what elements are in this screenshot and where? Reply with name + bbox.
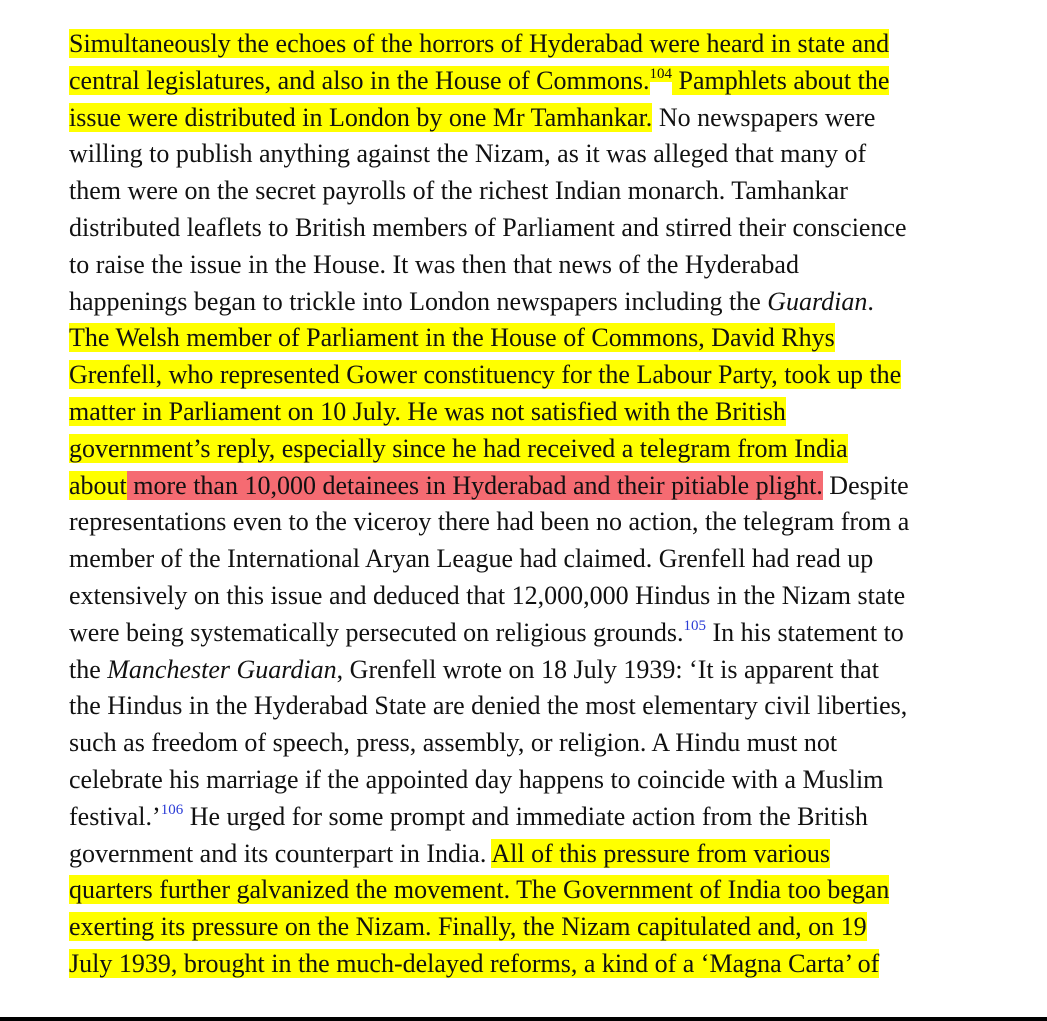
- text-segment: the Hindus in the Hyderabad State are denied the most elementary civil liberties,: [69, 691, 908, 721]
- footnote-ref[interactable]: 106: [160, 801, 184, 818]
- text-segment: such as freedom of speech, press, assembly, or religion. A Hindu must not: [69, 728, 838, 758]
- text-segment: Despite: [822, 470, 909, 500]
- highlighted-text-yellow: matter in Parliament on 10 July. He was not satisfied with the British: [69, 396, 786, 426]
- text-segment: member of the International Aryan League had claimed. Grenfell had read up: [69, 544, 874, 574]
- text-line: [69, 431, 989, 468]
- footnote-ref: 104: [649, 65, 673, 82]
- highlighted-text-yellow: government’s reply, especially since he had received a telegram from India: [69, 433, 848, 463]
- highlighted-text-yellow: Grenfell, who represented Gower constituency for the Labour Party, took up the: [69, 360, 902, 390]
- italic-title: Manchester Guardian: [107, 654, 337, 684]
- highlighted-text-yellow: issue were distributed in London by one Mr Tamhankar.: [69, 102, 653, 132]
- text-segment: He urged for some prompt and immediate action from the British: [183, 801, 868, 831]
- text-segment: representations even to the viceroy there had been no action, the telegram from a: [69, 507, 910, 537]
- text-segment: No newspapers were: [652, 102, 876, 132]
- text-line: [69, 26, 989, 63]
- text-segment: distributed leaflets to British members of Parliament and stirred their conscience: [69, 212, 907, 242]
- text-line: [69, 799, 989, 836]
- highlighted-text-yellow: exerting its pressure on the Nizam. Finally, the Nizam capitulated and, on 19: [69, 912, 867, 942]
- body-text: [69, 26, 989, 983]
- text-line: [69, 468, 989, 505]
- footnote-ref[interactable]: 105: [683, 617, 706, 634]
- highlighted-text-yellow: quarters further galvanized the movement. The Government of India too began: [69, 875, 890, 905]
- text-line: [69, 320, 989, 357]
- text-segment: willing to publish anything against the Nizam, as it was alleged that many of: [69, 139, 867, 169]
- text-line: [69, 946, 989, 983]
- text-line: [69, 615, 989, 652]
- text-line: [69, 357, 989, 394]
- highlighted-text-yellow: about: [69, 470, 127, 500]
- text-line: [69, 541, 989, 578]
- text-line: [69, 136, 989, 173]
- text-line: [69, 872, 989, 909]
- text-line: [69, 100, 989, 137]
- highlighted-text-red: more than 10,000 detainees in Hyderabad and their pitiable plight.: [126, 470, 823, 500]
- text-segment: festival.’: [69, 801, 161, 831]
- text-segment: .: [867, 286, 874, 316]
- text-segment: government and its counterpart in India.: [69, 838, 492, 868]
- text-segment: happenings began to trickle into London newspapers including the: [69, 286, 768, 316]
- highlighted-text-yellow: The Welsh member of Parliament in the House of Commons, David Rhys: [69, 323, 835, 353]
- page-bottom-divider: [0, 1017, 1047, 1021]
- text-line: [69, 725, 989, 762]
- text-line: [69, 210, 989, 247]
- highlighted-text-yellow: Pamphlets about the: [672, 65, 890, 95]
- text-segment: extensively on this issue and deduced that 12,000,000 Hindus in the Nizam state: [69, 580, 906, 610]
- text-segment: celebrate his marriage if the appointed day happens to coincide with a Muslim: [69, 764, 884, 794]
- text-line: [69, 762, 989, 799]
- highlighted-text-yellow: All of this pressure from various: [491, 838, 831, 868]
- highlighted-text-yellow: central legislatures, and also in the House of Commons.: [69, 65, 650, 95]
- text-line: [69, 504, 989, 541]
- text-line: [69, 688, 989, 725]
- text-line: [69, 247, 989, 284]
- text-line: [69, 173, 989, 210]
- text-line: [69, 284, 989, 321]
- text-line: [69, 909, 989, 946]
- text-segment: to raise the issue in the House. It was then that news of the Hyderabad: [69, 249, 799, 279]
- text-line: [69, 394, 989, 431]
- text-segment: them were on the secret payrolls of the richest Indian monarch. Tamhankar: [69, 176, 848, 206]
- text-line: [69, 836, 989, 873]
- text-segment: were being systematically persecuted on religious grounds.: [69, 617, 684, 647]
- highlighted-text-yellow: Simultaneously the echoes of the horrors of Hyderabad were heard in state and: [69, 29, 890, 58]
- text-segment: the: [69, 654, 108, 684]
- text-segment: , Grenfell wrote on 18 July 1939: ‘It is apparent that: [336, 654, 879, 684]
- text-line: [69, 652, 989, 689]
- text-segment: In his statement to: [705, 617, 904, 647]
- italic-title: Guardian: [767, 286, 868, 316]
- text-line: [69, 63, 989, 100]
- text-line: [69, 578, 989, 615]
- highlighted-text-yellow: July 1939, brought in the much-delayed reforms, a kind of a ‘Magna Carta’ of: [69, 948, 880, 978]
